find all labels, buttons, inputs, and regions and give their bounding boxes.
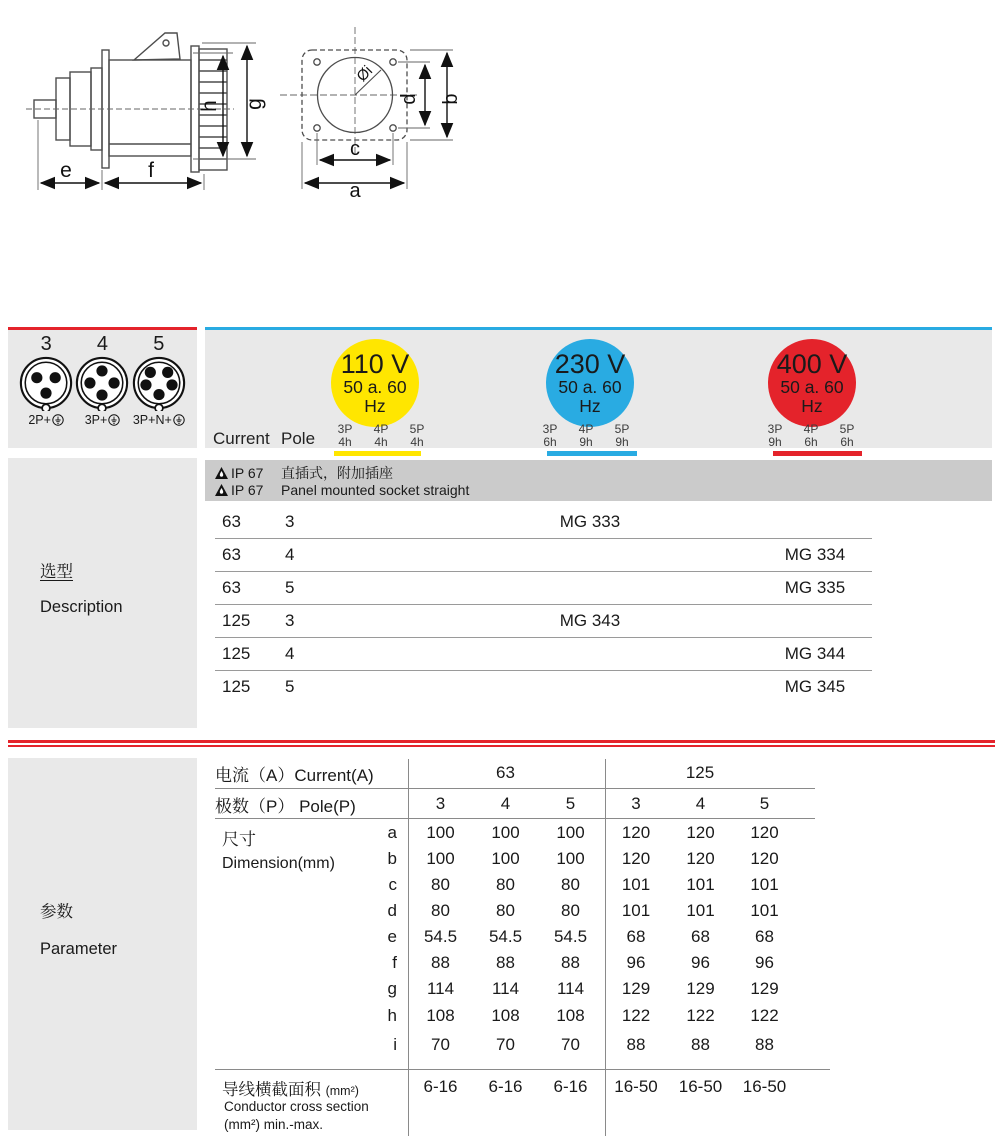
model-cell-230v: MG 333: [559, 512, 621, 531]
current-header-zh: 电流（A）: [215, 765, 295, 785]
model-cell-400v: MG 334: [784, 545, 846, 564]
dim-letter: b: [387, 849, 397, 868]
code-pole: 4P: [373, 422, 389, 436]
pole-cell: 5: [285, 677, 295, 696]
voltage-badge-110v: [331, 339, 419, 427]
dim-label-diameter-i: Øi: [353, 62, 377, 86]
voltage-badge-400v: [768, 339, 856, 427]
code-hour: 9h: [615, 435, 629, 449]
dim-value: 68: [755, 927, 774, 946]
dimension-row: [215, 820, 797, 846]
conductor-value: 6-16: [488, 1077, 523, 1096]
ip-rating: IP 67: [231, 481, 264, 498]
dim-value: 96: [626, 953, 646, 972]
dim-value: 100: [556, 823, 585, 842]
dim-value: 108: [426, 1006, 455, 1025]
current-cell: 63: [222, 578, 241, 597]
current-cell: 63: [222, 512, 241, 531]
dim-value: 120: [750, 849, 779, 868]
code-pole: 3P: [767, 422, 783, 436]
earth-icon: [173, 414, 185, 426]
pole-header-en: Pole(P): [299, 796, 356, 816]
dim-value: 120: [686, 823, 715, 842]
voltage-frequency: 50 a. 60 Hz: [558, 376, 622, 416]
dim-label-b: b: [440, 93, 462, 105]
dim-letter: h: [387, 1006, 397, 1025]
dim-letter: c: [388, 875, 397, 894]
dim-value: 101: [750, 875, 779, 894]
dimension-row: [215, 846, 797, 872]
model-row: [215, 505, 875, 538]
code-hour: 6h: [840, 435, 854, 449]
dim-value: 88: [561, 953, 580, 972]
code-hour: 4h: [338, 435, 352, 449]
pole-header-zh: 极数（P）: [215, 796, 295, 816]
dim-value: 122: [686, 1006, 715, 1025]
dimension-row: [215, 924, 797, 950]
dim-value: 54.5: [423, 927, 458, 946]
dim-label-h: h: [198, 100, 221, 112]
model-cell-400v: MG 344: [784, 644, 846, 663]
current-cell: 125: [222, 677, 251, 696]
current-header-en: Current(A): [294, 765, 374, 785]
dim-value: 129: [750, 979, 779, 998]
underline-110v: [334, 451, 421, 456]
selection-sidebar: [8, 458, 197, 728]
code-pole: 4P: [578, 422, 594, 436]
pole-configuration-panel: [8, 327, 197, 448]
conductor-value: 6-16: [423, 1077, 458, 1096]
connector-3pin-icon: [18, 355, 74, 411]
model-row: [215, 637, 875, 670]
pole-col: 5: [565, 794, 576, 813]
code-pole: 3P: [542, 422, 558, 436]
dimension-label-en: Dimension(mm): [222, 855, 335, 872]
dim-label-e: e: [60, 159, 72, 182]
code-hour: 4h: [410, 435, 424, 449]
dim-value: 120: [621, 849, 651, 868]
waterproof-triangle-icon: [215, 484, 228, 496]
code-hour: 9h: [768, 435, 782, 449]
dim-value: 120: [621, 823, 651, 842]
pole-codes-400v: [757, 423, 865, 449]
voltage-value: 110 V: [340, 348, 410, 379]
selection-title-en: Description: [40, 598, 123, 616]
model-row: [215, 538, 875, 571]
earth-icon: [52, 414, 64, 426]
dimension-row: [215, 976, 797, 1002]
dim-letter: f: [392, 953, 397, 972]
connector-5pin-icon: [131, 355, 187, 411]
ip-row: [215, 464, 992, 481]
dimension-row: [215, 1032, 797, 1058]
pole-label-text: 2P+: [28, 413, 51, 427]
dim-value: 80: [561, 875, 580, 894]
dim-value: 88: [626, 1035, 646, 1054]
ip-description-zh: 直插式，附加插座: [281, 464, 393, 481]
pole-col: 3: [631, 794, 641, 813]
dim-letter: i: [393, 1035, 397, 1054]
earth-icon: [108, 414, 120, 426]
model-cell-400v: MG 345: [784, 677, 846, 696]
code-hour: 6h: [804, 435, 818, 449]
pole-cell: 3: [285, 512, 295, 531]
current-header-row: [215, 758, 797, 788]
pole-cell: 4: [285, 644, 295, 663]
dimension-row: [215, 872, 797, 898]
pole-codes-110v: [327, 423, 435, 449]
pole-label-text: 3P+N+: [132, 413, 172, 427]
dim-value: 100: [491, 823, 520, 842]
dim-value: 108: [491, 1006, 520, 1025]
dim-letter: e: [387, 927, 397, 946]
dim-value: 101: [686, 875, 715, 894]
pole-count: 3: [40, 333, 52, 355]
dim-value: 88: [691, 1035, 710, 1054]
dim-value: 80: [431, 901, 450, 920]
dim-value: 88: [755, 1035, 774, 1054]
pole-col: 5: [759, 794, 770, 813]
pole-label: [85, 413, 121, 427]
conductor-value: 16-50: [614, 1077, 658, 1096]
conductor-value: 16-50: [742, 1077, 787, 1096]
voltage-frequency: 50 a. 60 Hz: [780, 376, 844, 416]
dim-value: 68: [691, 927, 710, 946]
dim-value: 88: [496, 953, 515, 972]
dim-value: 100: [556, 849, 585, 868]
dim-value: 100: [426, 849, 455, 868]
model-row: [215, 670, 875, 703]
pole-col: 3: [435, 794, 446, 813]
pole-label: [28, 413, 64, 427]
dim-label-f: f: [148, 159, 154, 182]
dim-value: 70: [496, 1035, 515, 1054]
dim-value: 96: [691, 953, 710, 972]
code-pole: 5P: [839, 422, 855, 436]
pole-codes-230v: [532, 423, 640, 449]
selection-title-zh: 选型: [40, 563, 73, 581]
dim-value: 80: [561, 901, 580, 920]
pole-col: 4: [500, 794, 511, 813]
pole-cell: 5: [285, 578, 295, 597]
voltage-value: 400 V: [776, 348, 848, 379]
pole-header-label: [215, 792, 408, 817]
conductor-label-en: Conductor cross section: [224, 1099, 369, 1114]
code-pole: 5P: [409, 422, 425, 436]
dimension-row: [215, 898, 797, 924]
conductor-unit: (mm²): [325, 1084, 359, 1098]
ip-rating: IP 67: [231, 464, 264, 481]
conductor-value: 16-50: [678, 1077, 723, 1096]
dim-value: 114: [491, 979, 520, 998]
dim-value: 101: [621, 875, 651, 894]
pole-label: [133, 413, 185, 427]
dim-value: 80: [431, 875, 450, 894]
dim-value: 129: [686, 979, 715, 998]
connector-4pin-icon: [74, 355, 130, 411]
dim-value: 80: [496, 875, 515, 894]
pole-cell: 3: [285, 611, 295, 630]
pole-count: 4: [96, 333, 109, 355]
code-pole: 3P: [337, 422, 353, 436]
current-cell: 63: [222, 545, 241, 564]
voltage-badge-230v: [546, 339, 634, 427]
dim-value: 68: [626, 927, 646, 946]
current-group-125: 125: [685, 763, 715, 782]
voltage-panel: [205, 327, 992, 448]
parameter-sidebar: [8, 758, 197, 1130]
dim-value: 129: [621, 979, 651, 998]
conductor-values-row: [215, 1074, 797, 1100]
pole-item-4pin: [74, 333, 130, 448]
current-column-label: Current: [213, 429, 270, 448]
dim-value: 114: [556, 979, 585, 998]
table-line: [215, 1069, 830, 1070]
dim-letter: g: [387, 979, 397, 998]
dim-value: 100: [426, 823, 455, 842]
code-hour: 4h: [374, 435, 388, 449]
conductor-label-minmax: (mm²) min.-max.: [224, 1117, 323, 1132]
pole-cell: 4: [285, 545, 295, 564]
code-hour: 9h: [579, 435, 593, 449]
dim-value: 96: [755, 953, 774, 972]
model-row: [215, 571, 875, 604]
dim-value: 101: [621, 901, 651, 920]
dimension-label-zh: 尺寸: [222, 830, 256, 849]
dim-label-g: g: [243, 98, 266, 110]
dim-value: 54.5: [488, 927, 523, 946]
dim-value: 70: [561, 1035, 580, 1054]
dim-label-a: a: [349, 180, 361, 197]
pole-label-text: 3P+: [84, 413, 108, 427]
current-cell: 125: [222, 644, 251, 663]
model-row: [215, 604, 875, 637]
waterproof-triangle-icon: [215, 467, 228, 479]
ip-description-en: Panel mounted socket straight: [281, 481, 470, 498]
pole-item-3pin: [18, 333, 74, 448]
conductor-value: 6-16: [553, 1077, 588, 1096]
dim-letter: a: [387, 823, 397, 842]
dim-value: 120: [750, 823, 779, 842]
model-cell-400v: MG 335: [784, 578, 846, 597]
dim-value: 88: [431, 953, 450, 972]
dim-value: 108: [556, 1006, 585, 1025]
current-cell: 125: [222, 611, 251, 630]
dimension-row: [215, 950, 797, 976]
section-divider-rule: [8, 740, 995, 747]
underline-230v: [547, 451, 637, 456]
table-line: [215, 818, 815, 819]
voltage-frequency: 50 a. 60 Hz: [343, 376, 407, 416]
code-pole: 4P: [803, 422, 819, 436]
dim-value: 100: [491, 849, 520, 868]
dim-value: 122: [750, 1006, 779, 1025]
dim-value: 54.5: [553, 927, 588, 946]
ip-rating-strip: [205, 460, 992, 501]
dim-label-c: c: [350, 138, 360, 160]
dim-value: 122: [621, 1006, 651, 1025]
conductor-label-zh-text: 导线横截面积: [222, 1081, 321, 1099]
current-header-label: [215, 761, 408, 786]
pole-count: 5: [153, 333, 165, 355]
code-hour: 6h: [543, 435, 557, 449]
dim-value: 101: [750, 901, 779, 920]
dim-label-d: d: [398, 93, 420, 105]
dim-letter: d: [387, 901, 397, 920]
underline-400v: [773, 451, 862, 456]
front-view-drawing: [278, 25, 473, 197]
model-cell-230v: MG 343: [559, 611, 621, 630]
voltage-value: 230 V: [554, 348, 626, 379]
dim-value: 101: [686, 901, 715, 920]
pole-header-row: [215, 789, 797, 819]
side-view-drawing: [18, 28, 280, 200]
pole-column-label: Pole: [281, 429, 316, 448]
pole-item-5pin: [131, 333, 187, 448]
dim-value: 70: [431, 1035, 450, 1054]
parameter-title-en: Parameter: [40, 940, 118, 958]
dim-value: 114: [426, 979, 455, 998]
dim-value: 80: [496, 901, 515, 920]
dim-value: 120: [686, 849, 715, 868]
pole-col: 4: [695, 794, 706, 813]
ip-row: [215, 481, 992, 498]
current-group-63: 63: [496, 763, 515, 782]
code-pole: 5P: [614, 422, 630, 436]
parameter-title-zh: 参数: [40, 903, 73, 921]
dimension-row: [215, 1003, 797, 1029]
